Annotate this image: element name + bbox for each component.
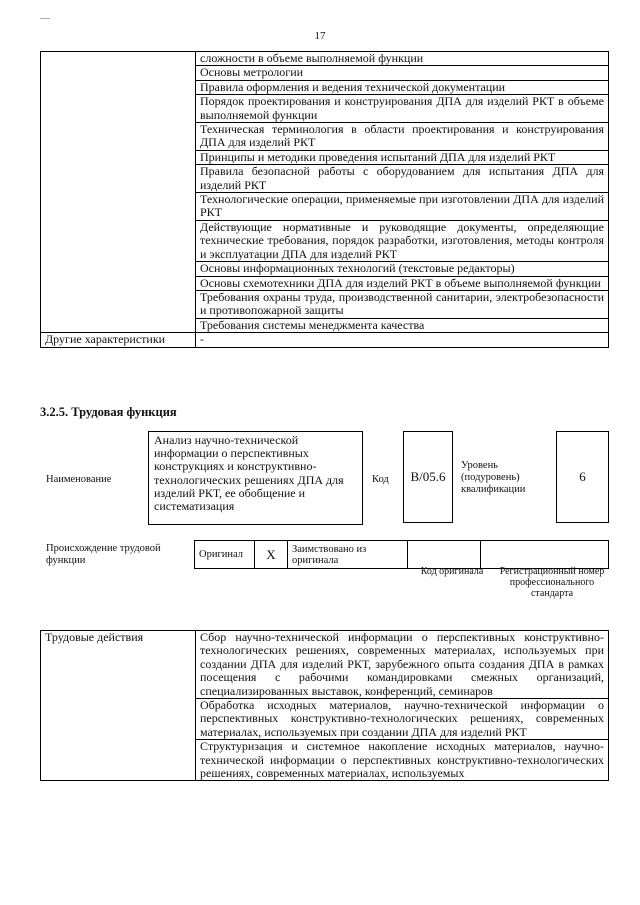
name-label: Наименование: [46, 474, 112, 485]
table-cell: Технологические операции, применяемые при изготовлении ДПА для изделий РКТ: [196, 193, 609, 221]
other-characteristics-label: Другие характеристики: [41, 333, 196, 347]
original-label: Оригинал: [195, 541, 255, 569]
table-cell: Порядок проектирования и конструирования ДПА для изделий РКТ в объеме выполняемой функции: [196, 95, 609, 123]
table-cell: Техническая терминология в области проектирования и конструирования ДПА для изделий РКТ: [196, 123, 609, 151]
table-cell: Сбор научно-технической информации о перспективных конструктивно-технологических решениях, современных материалах, используемых при создании ДПА для изделий РКТ, зарубежного опыта создания ДПА в рамках посещения с рабочими командировками смежных организаций, специализированных выставок, конференций, семинаров: [196, 631, 609, 699]
section-title: 3.2.5. Трудовая функция: [40, 405, 177, 419]
level-value-box: 6: [556, 431, 609, 523]
table-cell: Основы схемотехники ДПА для изделий РКТ в объеме выполняемой функции: [196, 276, 609, 290]
table-cell: Правила безопасной работы с оборудованием для испытания ДПА для изделий РКТ: [196, 165, 609, 193]
table-row: [41, 631, 609, 699]
table-cell: Требования охраны труда, производственной санитарии, электробезопасности и противопожарной защиты: [196, 290, 609, 318]
registration-number-cell: [481, 541, 609, 569]
table-row: [195, 541, 609, 569]
function-name-box: Анализ научно-технической информации о перспективных конструкциях и конструктивно-технологических решениях ДПА для изделий РКТ, ее обобщение и систематизация: [148, 431, 363, 525]
level-label: Уровень (подуровень) квалификации: [461, 460, 526, 495]
knowledge-table: [40, 51, 609, 348]
table-cell: Требования системы менеджмента качества: [196, 318, 609, 332]
table-row: [41, 52, 609, 66]
origin-label: Происхождение трудовой функции: [46, 543, 161, 566]
table-cell: Обработка исходных материалов, научно-технической информации о перспективных конструктивно-технологических решениях, современных материалах, используемых при создании ДПА для изделий РКТ: [196, 699, 609, 740]
top-mark: —: [40, 13, 50, 24]
labor-actions-label: Трудовые действия: [41, 631, 196, 781]
code-label: Код: [372, 474, 389, 485]
page-number: 17: [314, 30, 326, 42]
original-mark: X: [255, 541, 288, 569]
borrowed-label: Заимствовано из оригинала: [288, 541, 408, 569]
labor-actions-table: [40, 630, 609, 781]
table-cell-empty: [41, 52, 196, 333]
original-code-cell: [408, 541, 481, 569]
table-cell: Правила оформления и ведения технической документации: [196, 80, 609, 94]
code-caption: Код оригинала: [420, 566, 484, 577]
registration-caption: Регистрационный номер профессионального стандарта: [499, 566, 605, 599]
table-cell: Основы метрологии: [196, 66, 609, 80]
table-cell: Структуризация и системное накопление исходных материалов, научно-технической информации о перспективных конструктивно-технологических решениях, современных материалах, используемых: [196, 740, 609, 781]
table-cell: Принципы и методики проведения испытаний ДПА для изделий РКТ: [196, 150, 609, 164]
table-cell: Действующие нормативные и руководящие документы, определяющие технические требования, порядок разработки, изготовления, методы контроля и эксплуатации ДПА для изделий РКТ: [196, 220, 609, 261]
table-row: [41, 333, 609, 347]
code-value-box: B/05.6: [403, 431, 453, 523]
table-cell: Основы информационных технологий (текстовые редакторы): [196, 262, 609, 276]
other-characteristics-value: -: [196, 333, 609, 347]
origin-table: [194, 540, 609, 569]
table-cell: сложности в объеме выполняемой функции: [196, 52, 609, 66]
